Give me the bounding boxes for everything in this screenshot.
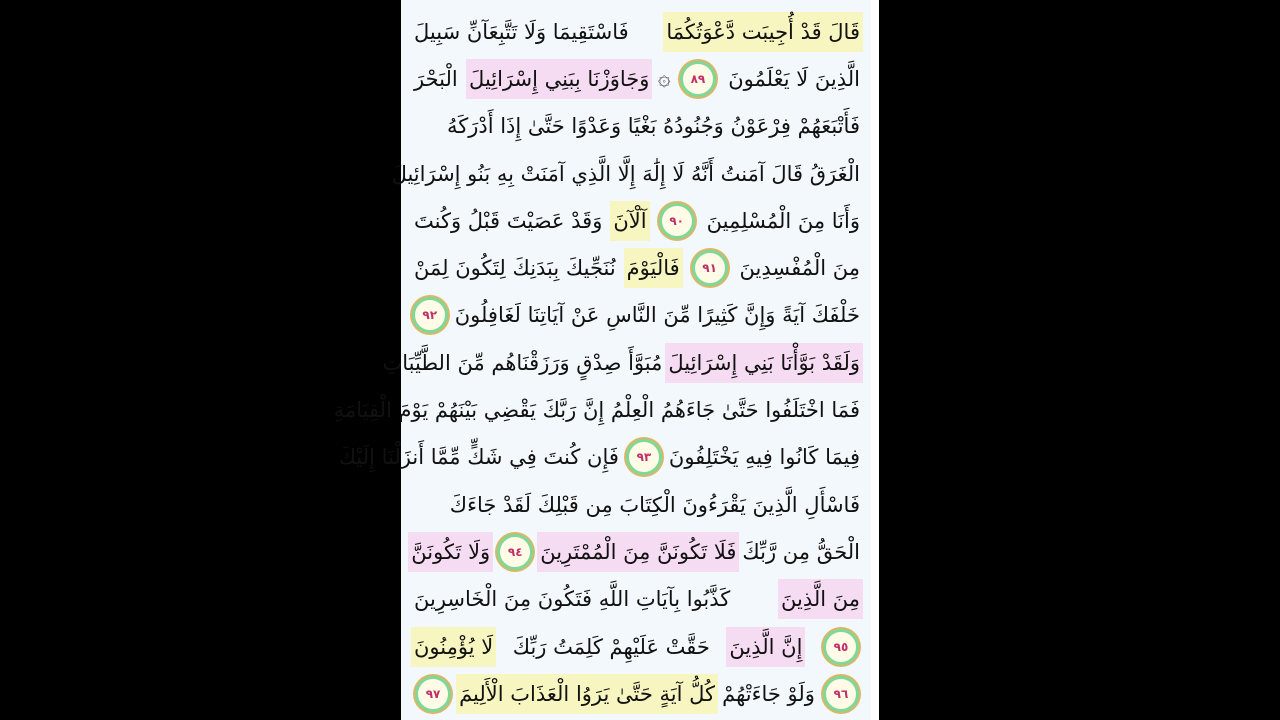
verse-text: فَإِن كُنتَ فِي شَكٍّ مِّمَّا أَنزَلْنَا إِلَيْكَ bbox=[338, 445, 619, 470]
highlighted-text-yellow: آلْآنَ bbox=[610, 201, 649, 241]
ayah-number-marker: ٩٦ bbox=[823, 676, 859, 712]
text-line bbox=[411, 481, 863, 528]
verse-text: وَقَدْ عَصَيْتَ قَبْلُ وَكُنتَ bbox=[414, 208, 603, 233]
verse-text: وَأَنَا مِنَ الْمُسْلِمِينَ bbox=[706, 208, 860, 233]
ayah-number-marker: ٩٢ bbox=[412, 297, 448, 333]
verse-text: فَاسْتَقِيمَا وَلَا تَتَّبِعَآنِّ سَبِيلَ bbox=[414, 19, 629, 44]
verse-text: فَمَا اخْتَلَفُوا حَتَّىٰ جَاءَهُمُ الْعِلْمُ إِنَّ رَبَّكَ يَقْضِي بَيْنَهُمْ يَوْمَ الْقِيَامَةِ bbox=[333, 398, 860, 423]
verse-text: حَقَّتْ عَلَيْهِمْ كَلِمَتُ رَبِّكَ bbox=[512, 634, 710, 659]
verse-text: الْبَحْرَ bbox=[414, 66, 458, 91]
verse-text: كَذَّبُوا بِآيَاتِ اللَّهِ فَتَكُونَ مِنَ الْخَاسِرِينَ bbox=[414, 587, 731, 612]
verse-text: فَأَتْبَعَهُمْ فِرْعَوْنُ وَجُنُودُهُ بَغْيًا وَعَدْوًا حَتَّىٰ إِذَا أَدْرَكَهُ bbox=[446, 114, 860, 139]
text-line bbox=[411, 623, 863, 670]
highlighted-text-pink: مِنَ الَّذِينَ bbox=[778, 579, 863, 619]
text-line bbox=[382, 339, 863, 386]
text-line bbox=[411, 528, 863, 575]
ayah-number-marker: ٩٥ bbox=[823, 629, 859, 665]
text-line bbox=[411, 244, 863, 291]
highlighted-text-pink: وَلَا تَكُونَنَّ bbox=[408, 532, 493, 572]
text-line bbox=[411, 103, 863, 150]
text-line bbox=[411, 292, 863, 339]
verse-text: مِنَ الْمُفْسِدِينَ bbox=[739, 256, 860, 281]
text-line bbox=[338, 434, 863, 481]
ayah-number-marker: ٩١ bbox=[692, 250, 728, 286]
text-line bbox=[411, 55, 863, 102]
ayah-number-marker: ٩٤ bbox=[497, 534, 533, 570]
highlighted-text-pink: وَجَاوَزْنَا بِبَنِي إِسْرَائِيلَ bbox=[466, 59, 652, 99]
verse-text: نُنَجِّيكَ بِبَدَنِكَ لِتَكُونَ لِمَنْ bbox=[414, 256, 616, 281]
text-line bbox=[333, 386, 863, 433]
highlighted-text-yellow: كُلُّ آيَةٍ حَتَّىٰ يَرَوُا الْعَذَابَ الْأَلِيمَ bbox=[456, 674, 718, 714]
quran-text bbox=[333, 8, 863, 717]
verse-text: الْغَرَقُ قَالَ آمَنتُ أَنَّهُ لَا إِلَٰهَ إِلَّا الَّذِي آمَنَتْ بِهِ بَنُو إِسْرَائِيلَ bbox=[391, 161, 860, 186]
verse-text: مُبَوَّأَ صِدْقٍ وَرَزَقْنَاهُم مِّنَ الطَّيِّبَاتِ bbox=[382, 350, 663, 375]
text-line bbox=[391, 150, 863, 197]
ayah-number-marker: ٩٧ bbox=[415, 676, 451, 712]
highlighted-text-yellow: فَالْيَوْمَ bbox=[624, 248, 683, 288]
highlighted-text-yellow: لَا يُؤْمِنُونَ bbox=[411, 627, 496, 667]
highlighted-text-pink: فَلَا تَكُونَنَّ مِنَ الْمُمْتَرِينَ bbox=[537, 532, 739, 572]
rub-el-hizb-icon: ۞ bbox=[657, 66, 671, 92]
text-line bbox=[411, 670, 863, 717]
ayah-number-marker: ٨٩ bbox=[680, 61, 716, 97]
ayah-number-marker: ٩٠ bbox=[659, 203, 695, 239]
highlighted-text-pink: وَلَقَدْ بَوَّأْنَا بَنِي إِسْرَائِيلَ bbox=[665, 343, 863, 383]
ayah-number-marker: ٩٣ bbox=[626, 439, 662, 475]
mushaf-page bbox=[333, 0, 879, 720]
text-line bbox=[411, 576, 863, 623]
verse-text: فَاسْأَلِ الَّذِينَ يَقْرَءُونَ الْكِتَابَ مِن قَبْلِكَ لَقَدْ جَاءَكَ bbox=[449, 492, 860, 517]
verse-text: فِيمَا كَانُوا فِيهِ يَخْتَلِفُونَ bbox=[668, 445, 860, 470]
verse-text: الَّذِينَ لَا يَعْلَمُونَ bbox=[728, 66, 860, 91]
highlighted-text-yellow: قَالَ قَدْ أُجِيبَت دَّعْوَتُكُمَا bbox=[663, 12, 863, 52]
page-edge bbox=[871, 0, 879, 720]
text-line bbox=[411, 8, 863, 55]
highlighted-text-pink: إِنَّ الَّذِينَ bbox=[726, 627, 805, 667]
verse-text: الْحَقُّ مِن رَّبِّكَ bbox=[742, 539, 860, 564]
verse-text: خَلْفَكَ آيَةً وَإِنَّ كَثِيرًا مِّنَ النَّاسِ عَنْ آيَاتِنَا لَغَافِلُونَ bbox=[454, 303, 860, 328]
verse-text: وَلَوْ جَاءَتْهُمْ bbox=[722, 681, 815, 706]
text-line bbox=[411, 197, 863, 244]
